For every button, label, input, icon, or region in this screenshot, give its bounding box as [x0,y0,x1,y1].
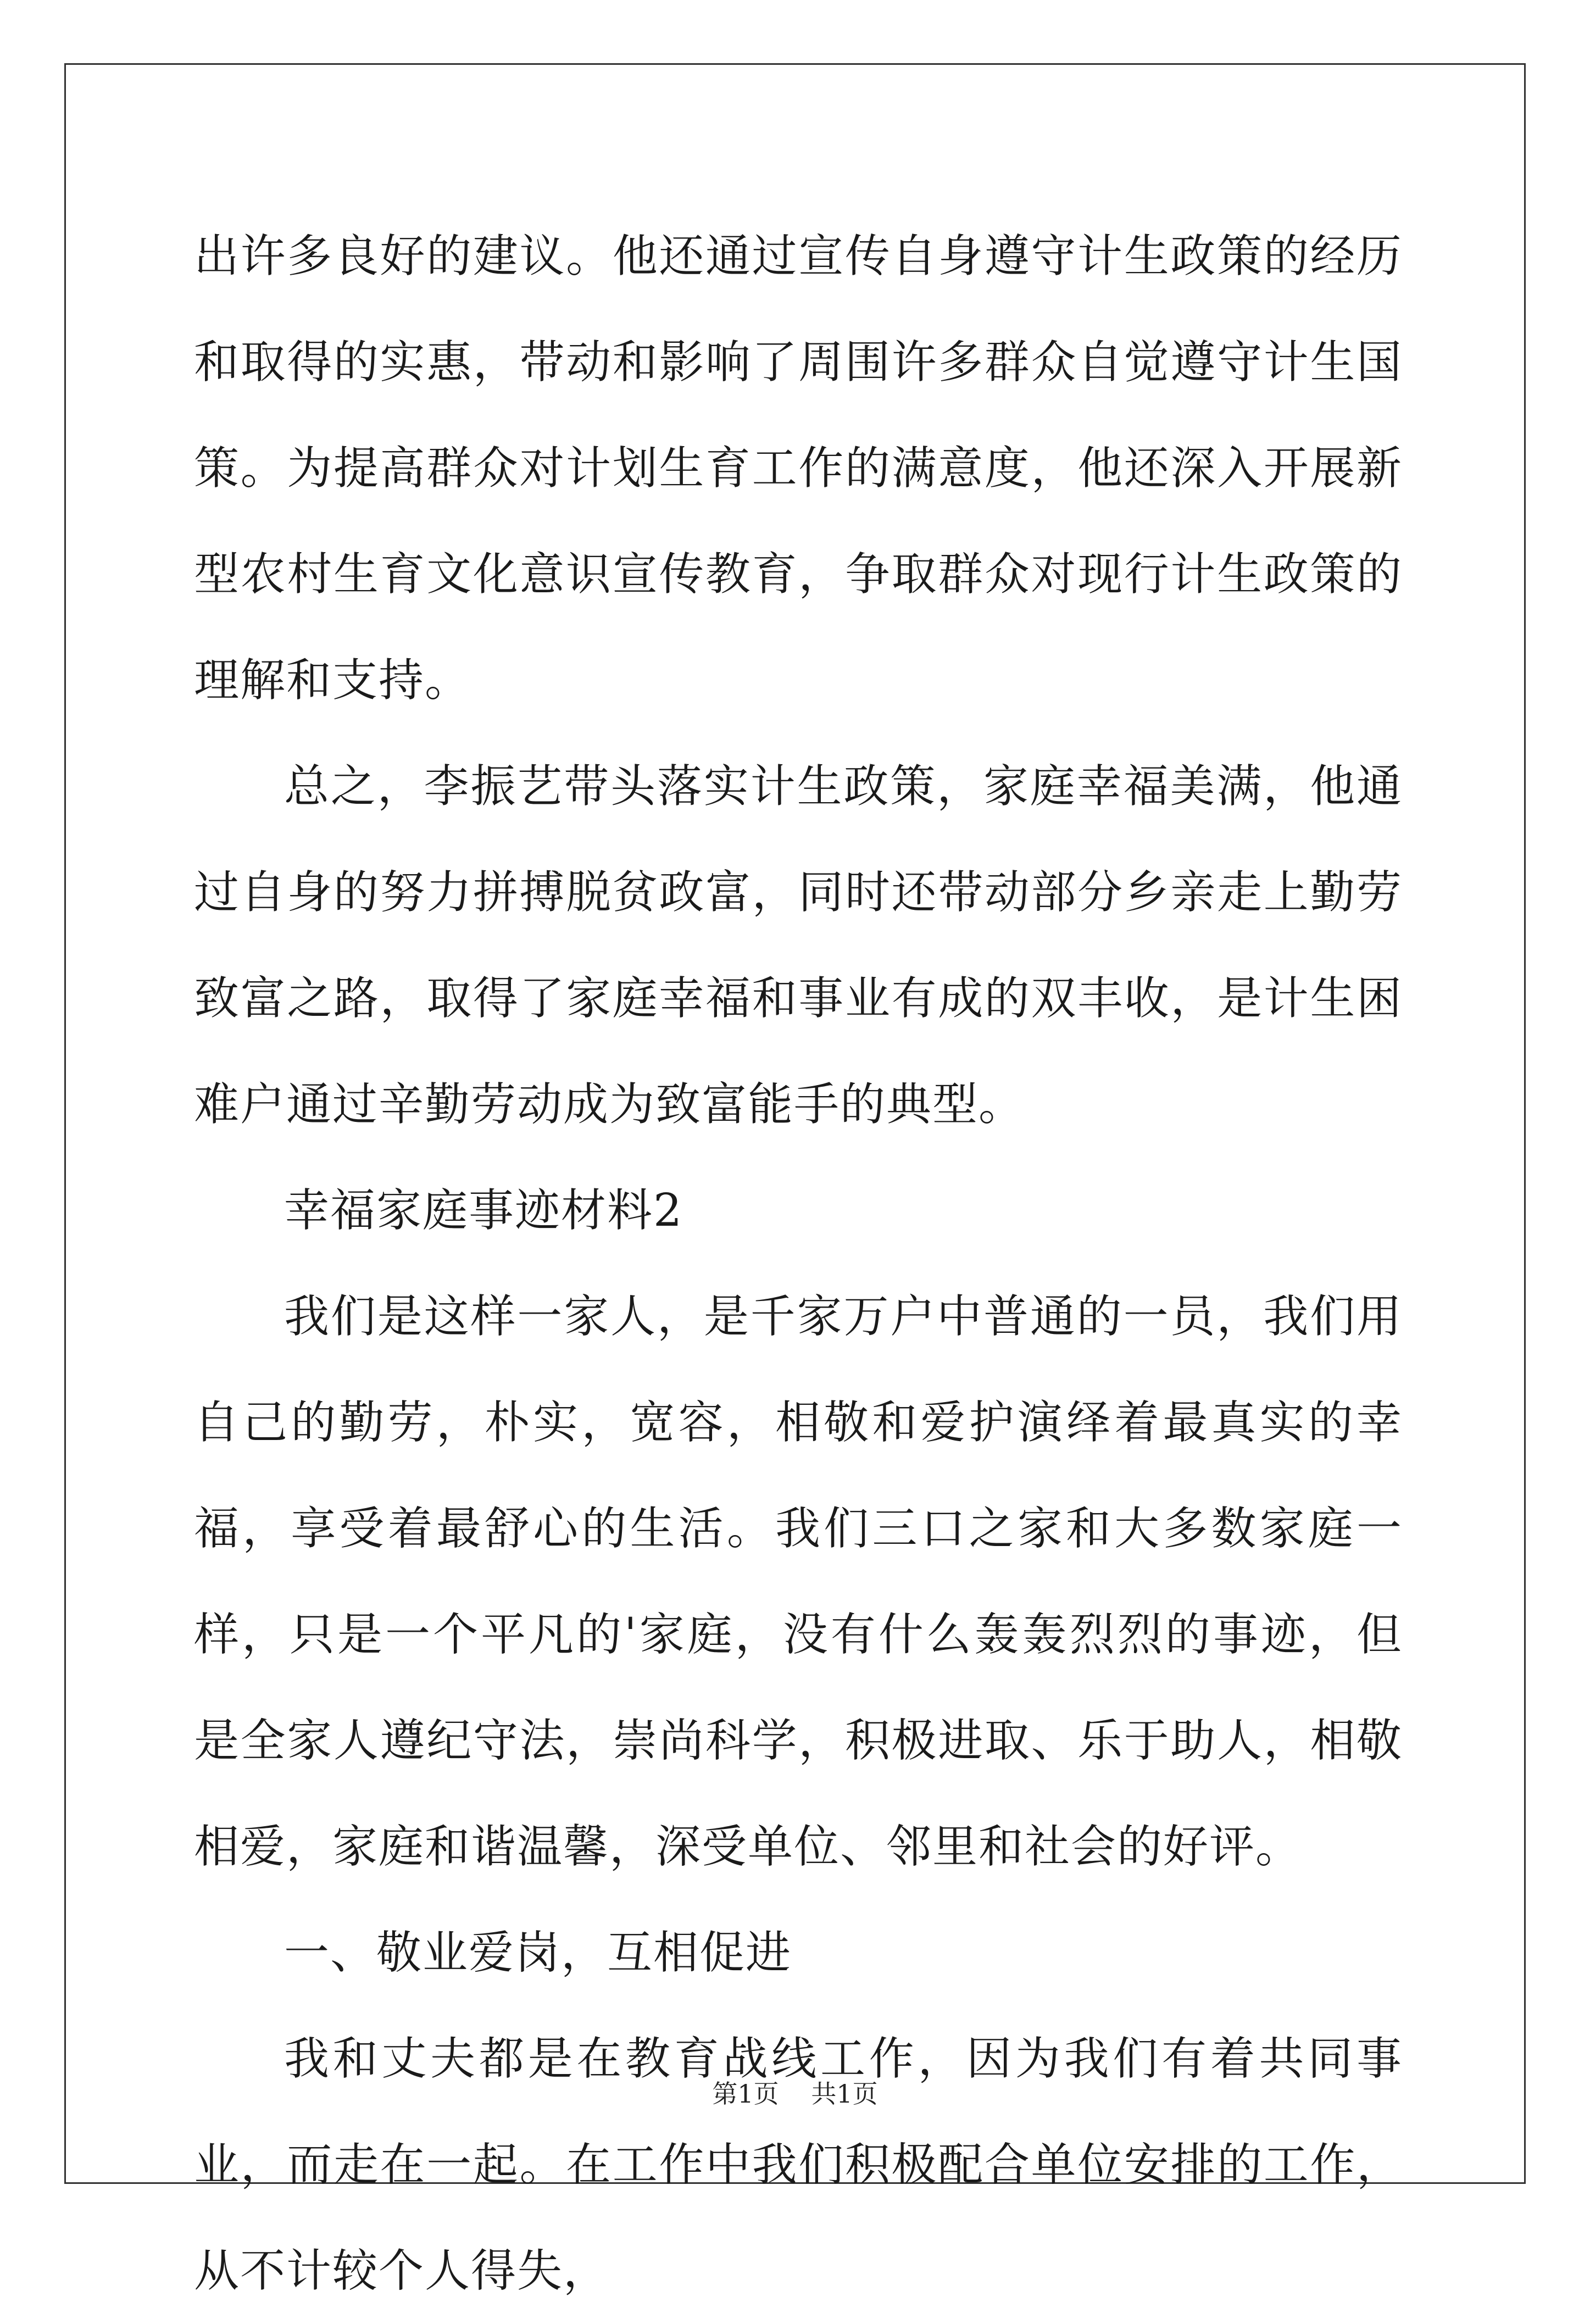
paragraph-2: 总之，李振艺带头落实计生政策，家庭幸福美满，他通过自身的努力拼搏脱贫政富，同时还带动部分乡亲走上勤劳致富之路，取得了家庭幸福和事业有成的双丰收，是计生困难户通过辛勤劳动成为致富能手的典型。 [194,760,1403,1131]
section-title: 幸福家庭事迹材料2 [284,1185,683,1237]
page-number-total: 共1页 [811,2079,878,2109]
page-number-current: 第1页 [712,2079,779,2109]
document-body [194,203,1403,2324]
paragraph-4: 我和丈夫都是在教育战线工作，因为我们有着共同事业，而走在一起。在工作中我们积极配合单位安排的工作，从不计较个人得失， [194,2033,1403,2297]
paragraph-3: 我们是这样一家人，是千家万户中普通的一员，我们用自己的勤劳，朴实，宽容，相敬和爱护演绎着最真实的幸福，享受着最舒心的生活。我们三口之家和大多数家庭一样，只是一个平凡的'家庭，没有什么轰轰烈烈的事迹，但是全家人遵纪守法，崇尚科学，积极进取、乐于助人，相敬相爱，家庭和谐温馨，深受单位、邻里和社会的好评。 [194,1291,1403,1873]
page-footer [0,2074,1590,2110]
paragraph-1: 出许多良好的建议。他还通过宣传自身遵守计生政策的经历和取得的实惠，带动和影响了周围许多群众自觉遵守计生国策。为提高群众对计划生育工作的满意度，他还深入开展新型农村生育文化意识宣传教育，争取群众对现行计生政策的理解和支持。 [194,230,1403,707]
subheading: 一、敬业爱岗，互相促进 [284,1927,792,1979]
